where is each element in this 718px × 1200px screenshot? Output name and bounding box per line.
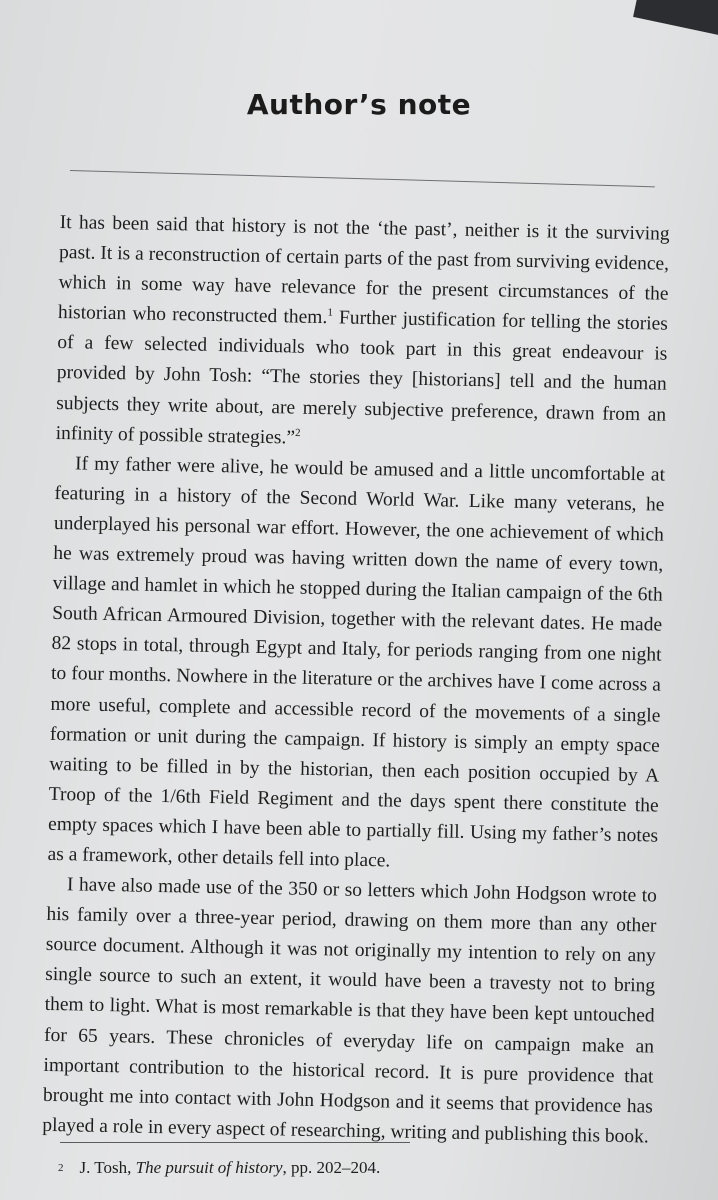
page-title: Author’s note bbox=[246, 88, 472, 121]
title-rule bbox=[70, 170, 655, 187]
body-text bbox=[42, 208, 670, 1152]
para2-text: If my father were alive, he would be amused and a little uncomfortable at featuring in a history of the Second World War. Like many veterans, he underplayed his personal war effort. However, the one achievement of which he was extremely proud was having written down the name of every town, village and hamlet in which he stopped during the Italian campaign of the 6th South African Armoured Division, together with the relevant dates. He made 82 stops in total, through Egypt and Italy, for periods ranging from one night to four months. Nowhere in the literature or the archives have I come across a more useful, complete and accessible record of the movements of a single formation or unit during the campaign. If history is simply an empty space waiting to be filled in by the historian, then each position occupied by A Troop of the 1/6th Field Regiment and the days spent there constitute the empty spaces which I have been able to partially fill. Using my father’s notes as a framework, other details fell into place. bbox=[47, 453, 666, 872]
footnote-text-before: J. Tosh, bbox=[79, 1158, 136, 1177]
footnote-book-title: The pursuit of history bbox=[135, 1158, 283, 1177]
footnote-number: 2 bbox=[58, 1162, 64, 1174]
para1-text-a: It has been said that history is not the ‘the past’, neither is it the surviving past. It is a reconstruction of certain parts of the past from surviving evidence, which in some way have relevance for the present circumstances of the historian who reconstructed them. bbox=[57, 211, 670, 329]
footnote bbox=[58, 1158, 380, 1178]
paragraph-3 bbox=[42, 870, 657, 1153]
footnote-ref-1: 1 bbox=[327, 306, 334, 320]
paragraph-1 bbox=[55, 208, 670, 460]
footnote-rule bbox=[60, 1142, 410, 1143]
footnote-text-after: , pp. 202–204. bbox=[282, 1158, 381, 1177]
footnote-ref-2: 2 bbox=[294, 426, 301, 439]
paragraph-2 bbox=[47, 449, 665, 882]
para1-text-b: Further justification for telling the stories of a few selected individuals who took part in this great endeavour is provided by John Tosh: “The stories they [historians] tell and the human subjects they write about, are merely subjective preference, drawn from an infinity of possible strategies.” bbox=[55, 307, 669, 449]
background-corner bbox=[633, 0, 718, 42]
para3-text: I have also made use of the 350 or so letters which John Hodgson wrote to his family over a three-year period, drawing on them more than any other source document. Although it was not originally my intention to rely on any single source to such an extent, it would have been a travesty not to bring them to light. What is most remarkable is that they have been kept untouched for 65 years. These chronicles of everyday life on campaign make an important contribution to the historical record. It is pure providence that brought me into contact with John Hodgson and it seems that providence has played a role in every aspect of researching, writing and publishing this book. bbox=[42, 874, 658, 1148]
